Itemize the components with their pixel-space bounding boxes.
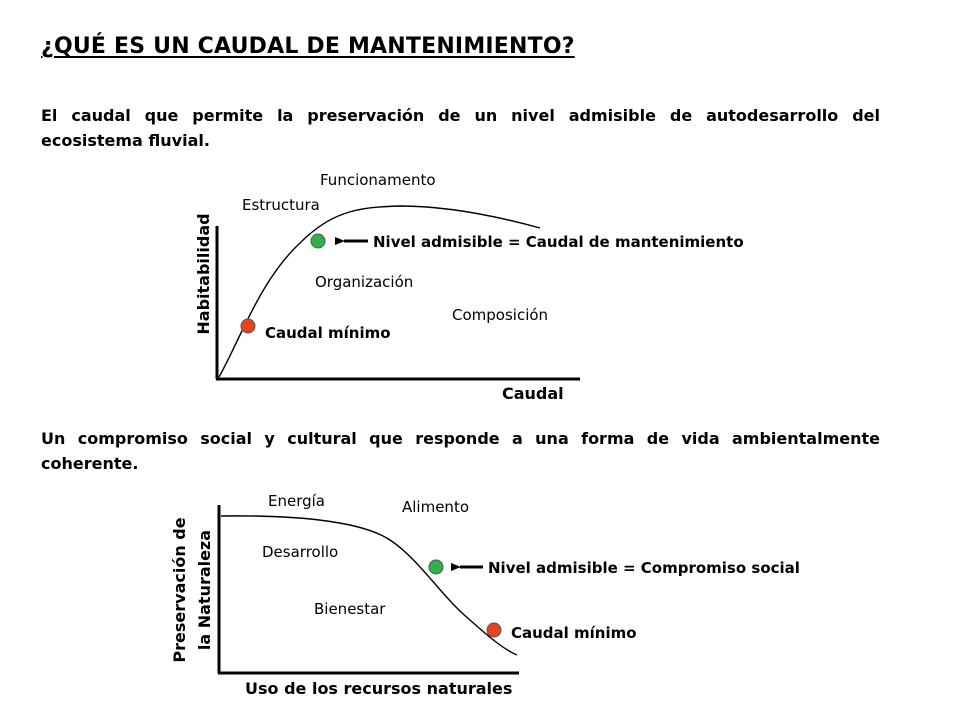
diagram2-y-axis-label-line2: la Naturaleza bbox=[195, 529, 214, 651]
label-composicion: Composición bbox=[452, 306, 549, 324]
diagram1-curve bbox=[219, 206, 540, 377]
diagram2-x-axis-label: Uso de los recursos naturales bbox=[245, 679, 513, 698]
label-estructura: Estructura bbox=[242, 196, 320, 214]
diagram2-y-axis-label-line1: Preservación de bbox=[170, 517, 189, 663]
diagram1-admissible-label: Nivel admisible = Caudal de mantenimiento bbox=[373, 233, 744, 251]
diagram2-admissible-label: Nivel admisible = Compromiso social bbox=[488, 559, 800, 577]
diagram1-minimum-label: Caudal mínimo bbox=[265, 324, 391, 342]
diagram2-minimum-point bbox=[487, 623, 501, 637]
diagram1-minimum-point bbox=[241, 319, 255, 333]
diagram2-minimum-label: Caudal mínimo bbox=[511, 624, 637, 642]
label-bienestar: Bienestar bbox=[314, 600, 386, 618]
label-organizacion: Organización bbox=[315, 273, 414, 291]
page-title: ¿QUÉ ES UN CAUDAL DE MANTENIMIENTO? bbox=[41, 34, 575, 59]
definition-paragraph-1: El caudal que permite la preservación de un nivel admisible de autodesarrollo del ecosistema fluvial. bbox=[41, 106, 880, 150]
diagram2-curve bbox=[221, 516, 517, 655]
habitability-diagram bbox=[194, 171, 744, 403]
diagram2-admissible-point bbox=[429, 560, 443, 574]
label-funcionamento: Funcionamento bbox=[320, 171, 436, 189]
diagram1-y-axis-label: Habitabilidad bbox=[194, 213, 213, 335]
nature-preservation-diagram bbox=[170, 492, 800, 698]
label-energia: Energía bbox=[268, 492, 325, 510]
label-alimento: Alimento bbox=[402, 498, 470, 516]
diagram1-x-axis-label: Caudal bbox=[502, 384, 564, 403]
label-desarrollo: Desarrollo bbox=[262, 543, 339, 561]
definition-paragraph-2: Un compromiso social y cultural que responde a una forma de vida ambientalmente coherente. bbox=[41, 429, 880, 473]
diagram1-admissible-point bbox=[311, 234, 325, 248]
